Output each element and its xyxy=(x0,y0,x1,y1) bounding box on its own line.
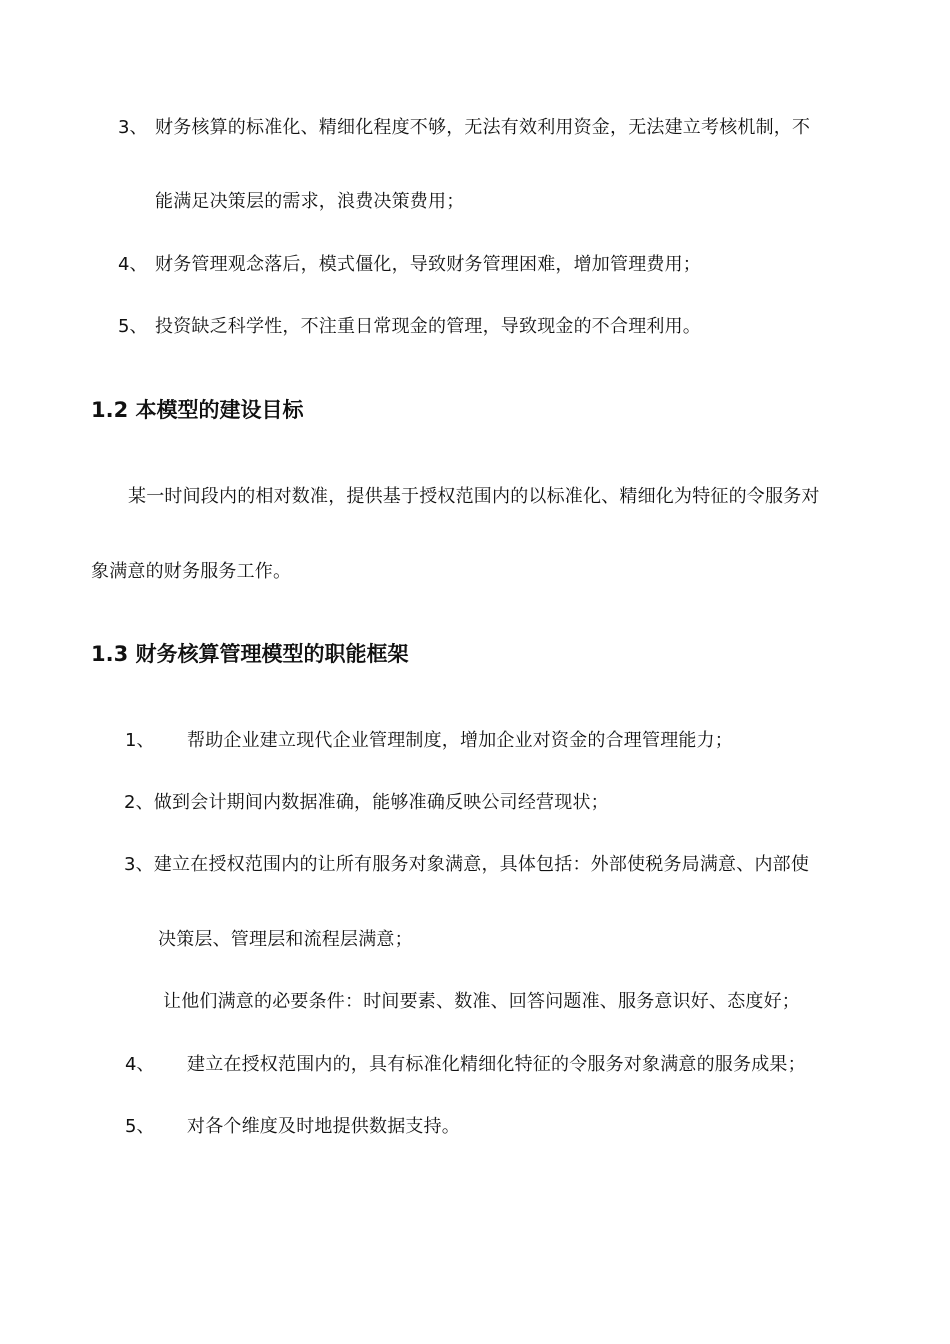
list-number: 4、 xyxy=(125,1054,155,1075)
list-item-text: 投资缺乏科学性，不注重日常现金的管理，导致现金的不合理利用。 xyxy=(155,316,701,337)
paragraph-line: 某一时间段内的相对数准，提供基于授权范围内的以标准化、精细化为特征的令服务对 xyxy=(128,486,820,507)
list-item-text: 财务核算的标准化、精细化程度不够，无法有效利用资金，无法建立考核机制，不 xyxy=(155,117,811,138)
list-item-text: 2、做到会计期间内数据准确，能够准确反映公司经营现状； xyxy=(124,792,609,813)
list-item-continuation: 能满足决策层的需求，浪费决策费用； xyxy=(155,191,465,212)
list-item-continuation: 让他们满意的必要条件：时间要素、数准、回答问题准、服务意识好、态度好； xyxy=(163,991,800,1012)
list-number: 5、 xyxy=(118,316,148,337)
list-number: 5、 xyxy=(125,1116,155,1137)
list-number: 4、 xyxy=(118,254,148,275)
list-item-continuation: 决策层、管理层和流程层满意； xyxy=(158,929,413,950)
list-number: 1、 xyxy=(125,730,155,751)
list-item-text: 对各个维度及时地提供数据支持。 xyxy=(187,1116,460,1137)
list-number: 3、 xyxy=(118,117,148,138)
list-item-text: 帮助企业建立现代企业管理制度，增加企业对资金的合理管理能力； xyxy=(187,730,733,751)
list-item-text: 财务管理观念落后，模式僵化，导致财务管理困难，增加管理费用； xyxy=(155,254,701,275)
paragraph-line: 象满意的财务服务工作。 xyxy=(91,561,292,582)
section-heading: 1.3 财务核算管理模型的职能框架 xyxy=(91,642,409,666)
list-item-text: 建立在授权范围内的，具有标准化精细化特征的令服务对象满意的服务成果； xyxy=(187,1054,806,1075)
list-item-text: 3、建立在授权范围内的让所有服务对象满意，具体包括：外部使税务局满意、内部使 xyxy=(124,854,810,875)
section-heading: 1.2 本模型的建设目标 xyxy=(91,398,304,422)
